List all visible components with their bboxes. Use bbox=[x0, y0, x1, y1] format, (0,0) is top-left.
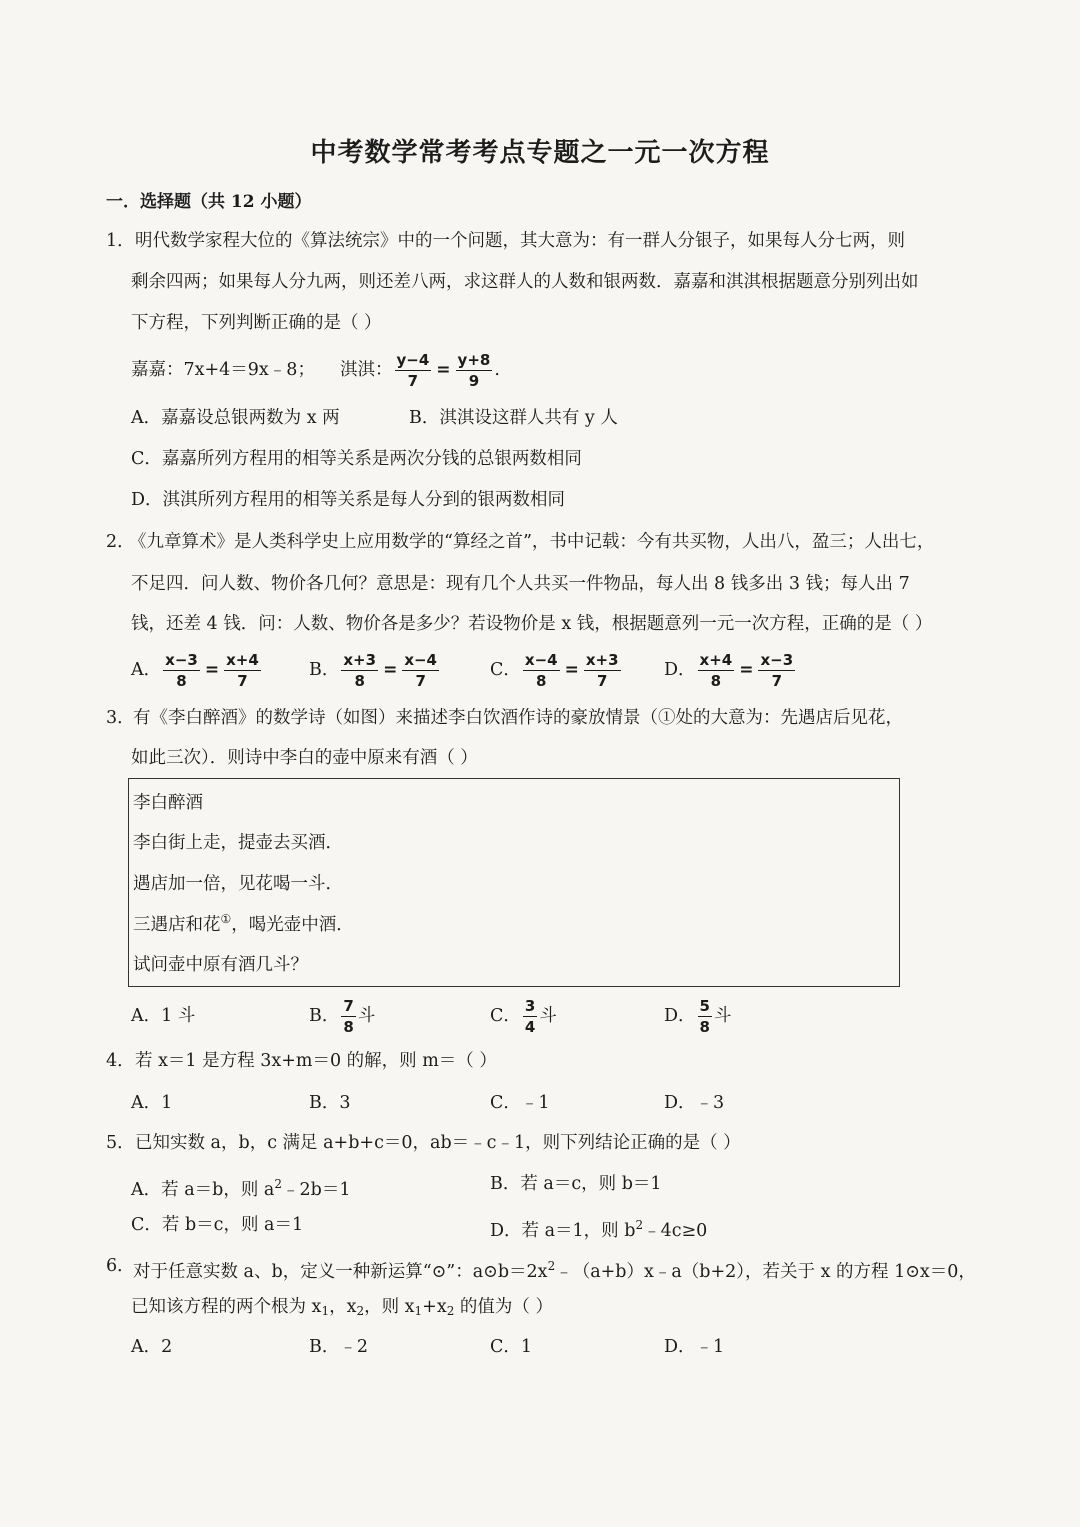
section-heading: 一．选择题（共 12 小题） bbox=[106, 192, 312, 212]
q2-option-c: C． $\frac{x-4}{8}$ = $\frac{x+3}{7}$ bbox=[490, 650, 619, 690]
q2-option-a: A． $\frac{x-3}{8}$ = $\frac{x+4}{7}$ bbox=[131, 650, 259, 690]
q5-text: 已知实数 a，b，c 满足 a+b+c＝0，ab＝﹣c﹣1，则下列结论正确的是（ ） bbox=[135, 1133, 741, 1153]
q1-number: 1． bbox=[106, 231, 135, 251]
poem-line-4: 试问壶中原有酒几斗？ bbox=[133, 955, 308, 975]
q3-number: 3． bbox=[106, 708, 135, 728]
qiqi-label: 淇淇： bbox=[340, 360, 393, 380]
q2-number: 2． bbox=[106, 532, 135, 552]
jiajia-eq: 7x+4＝9x﹣8； bbox=[183, 360, 315, 380]
q2-line1: 《九章算术》是人类科学史上应用数学的“算经之首”，书中记载：今有共买物，人出八，盈三；人出七， bbox=[129, 532, 935, 552]
q4-text: 若 x＝1 是方程 3x+m＝0 的解，则 m＝（ ） bbox=[135, 1051, 497, 1071]
q1-line2: 剩余四两；如果每人分九两，则还差八两，求这群人的人数和银两数．嘉嘉和淇淇根据题意分别列出如 bbox=[131, 272, 919, 292]
q6-line2: 已知该方程的两个根为 $x_1$，$x_2$，则 $x_1+x_2$ 的值为（ ） bbox=[131, 1297, 553, 1318]
q1-qiqi-equation bbox=[340, 346, 500, 394]
q4-option-d: D．﹣3 bbox=[664, 1093, 725, 1113]
q5-option-b: B．若 a＝c，则 b＝1 bbox=[490, 1174, 662, 1194]
qiqi-end: . bbox=[494, 360, 500, 380]
q5-option-a: A．若 a＝b，则 $a^2﹣2b=1$ bbox=[131, 1177, 351, 1200]
q6-option-d: D．﹣1 bbox=[664, 1337, 725, 1357]
q4-option-b: B．3 bbox=[309, 1093, 351, 1113]
q5-option-d: D．若 a＝1，则 $b^2﹣4c\ge 0$ bbox=[490, 1218, 708, 1241]
q4-option-a: A．1 bbox=[131, 1093, 173, 1113]
q3-option-b: B． $\frac{7}{8}$ 斗 bbox=[309, 996, 376, 1036]
q1-option-a: A．嘉嘉设总银两数为 x 两 bbox=[131, 408, 340, 428]
q4-number: 4． bbox=[106, 1051, 135, 1071]
poem-line-1: 李白街上走，提壶去买酒． bbox=[133, 833, 343, 853]
q6-line1: 对于任意实数 a、b，定义一种新运算“⊙”：$a⊙b=2x^2﹣(a+b)x﹣a(b+2)$，若关于 x 的方程 1⊙x＝0， bbox=[133, 1259, 976, 1282]
q3-option-c: C． $\frac{3}{4}$ 斗 bbox=[490, 996, 557, 1036]
q1-option-b: B．淇淇设这群人共有 y 人 bbox=[409, 408, 618, 428]
q6-option-a: A．2 bbox=[131, 1337, 173, 1357]
q3-option-a: A．1 斗 bbox=[131, 1006, 196, 1026]
q1-option-c: C．嘉嘉所列方程用的相等关系是两次分钱的总银两数相同 bbox=[131, 449, 582, 469]
q3-line2: 如此三次）．则诗中李白的壶中原来有酒（ ） bbox=[131, 748, 478, 768]
page-title: 中考数学常考考点专题之一元一次方程 bbox=[310, 138, 770, 168]
poem-line-3: 三遇店和花①，喝光壶中酒． bbox=[133, 912, 354, 935]
q4-option-c: C．﹣1 bbox=[490, 1093, 550, 1113]
poem-title: 李白醉酒 bbox=[133, 793, 203, 813]
poem-line-2: 遇店加一倍，见花喝一斗． bbox=[133, 874, 343, 894]
q1-option-d: D．淇淇所列方程用的相等关系是每人分到的银两数相同 bbox=[131, 490, 566, 510]
qiqi-equals: = bbox=[436, 360, 451, 380]
q2-line2: 不足四．问人数、物价各几何？意思是：现有几个人共买一件物品，每人出 8 钱多出 3 钱；每人出 7 bbox=[131, 574, 910, 594]
qiqi-fraction-right: $\frac{y+8}{9}$ bbox=[457, 350, 491, 390]
q1-line3: 下方程，下列判断正确的是（ ） bbox=[131, 313, 382, 333]
q6-number: 6． bbox=[106, 1256, 135, 1276]
q5-option-c: C．若 b＝c，则 a＝1 bbox=[131, 1215, 304, 1235]
q3-line1: 有《李白醉酒》的数学诗（如图）来描述李白饮酒作诗的豪放情景（①处的大意为：先遇店后见花， bbox=[133, 708, 903, 728]
footnote-mark: ① bbox=[220, 912, 232, 926]
q3-option-d: D． $\frac{5}{8}$ 斗 bbox=[664, 996, 732, 1036]
q5-number: 5． bbox=[106, 1133, 135, 1153]
q6-option-c: C．1 bbox=[490, 1337, 533, 1357]
q2-option-b: B． $\frac{x+3}{8}$ = $\frac{x-4}{7}$ bbox=[309, 650, 437, 690]
jiajia-label: 嘉嘉： bbox=[131, 360, 184, 380]
qiqi-fraction-left: $\frac{y-4}{7}$ bbox=[396, 350, 430, 390]
q2-option-d: D． $\frac{x+4}{8}$ = $\frac{x-3}{7}$ bbox=[664, 650, 794, 690]
q1-line1: 明代数学家程大位的《算法统宗》中的一个问题，其大意为：有一群人分银子，如果每人分七两，则 bbox=[135, 231, 905, 251]
q2-line3: 钱，还差 4 钱．问：人数、物价各是多少？若设物价是 x 钱，根据题意列一元一次方程，正确的是（ ） bbox=[131, 614, 933, 634]
q6-option-b: B．﹣2 bbox=[309, 1337, 368, 1357]
q1-jiajia-equation bbox=[131, 358, 315, 382]
